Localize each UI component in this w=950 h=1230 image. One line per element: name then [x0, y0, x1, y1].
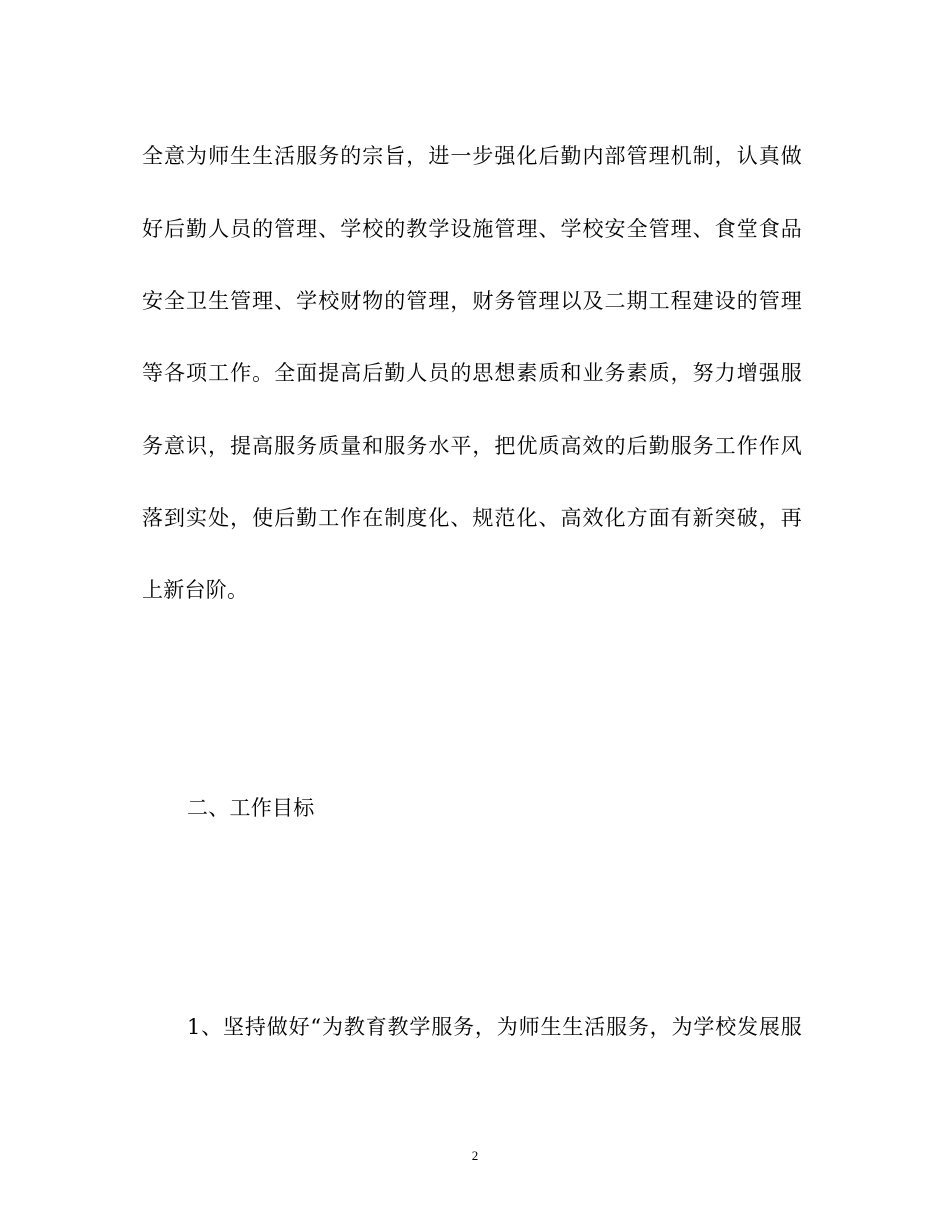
paragraph-line: 等各项工作。全面提高后勤人员的思想素质和业务素质，努力增强服	[142, 361, 802, 385]
paragraph-line: 安全卫生管理、学校财物的管理，财务管理以及二期工程建设的管理	[142, 289, 802, 313]
paragraph-line: 上新台阶。	[142, 578, 249, 602]
paragraph-line: 务意识，提高服务质量和服务水平，把优质高效的后勤服务工作作风	[142, 434, 802, 458]
list-item: 1、坚持做好“为教育教学服务，为师生生活服务，为学校发展服	[187, 1015, 802, 1039]
paragraph-line: 全意为师生生活服务的宗旨，进一步强化后勤内部管理机制，认真做	[142, 144, 802, 168]
page-number: 2	[471, 1148, 479, 1163]
section-heading: 二、工作目标	[187, 796, 315, 820]
paragraph-line: 落到实处，使后勤工作在制度化、规范化、高效化方面有新突破，再	[142, 506, 802, 530]
paragraph-line: 好后勤人员的管理、学校的教学设施管理、学校安全管理、食堂食品	[142, 217, 802, 241]
